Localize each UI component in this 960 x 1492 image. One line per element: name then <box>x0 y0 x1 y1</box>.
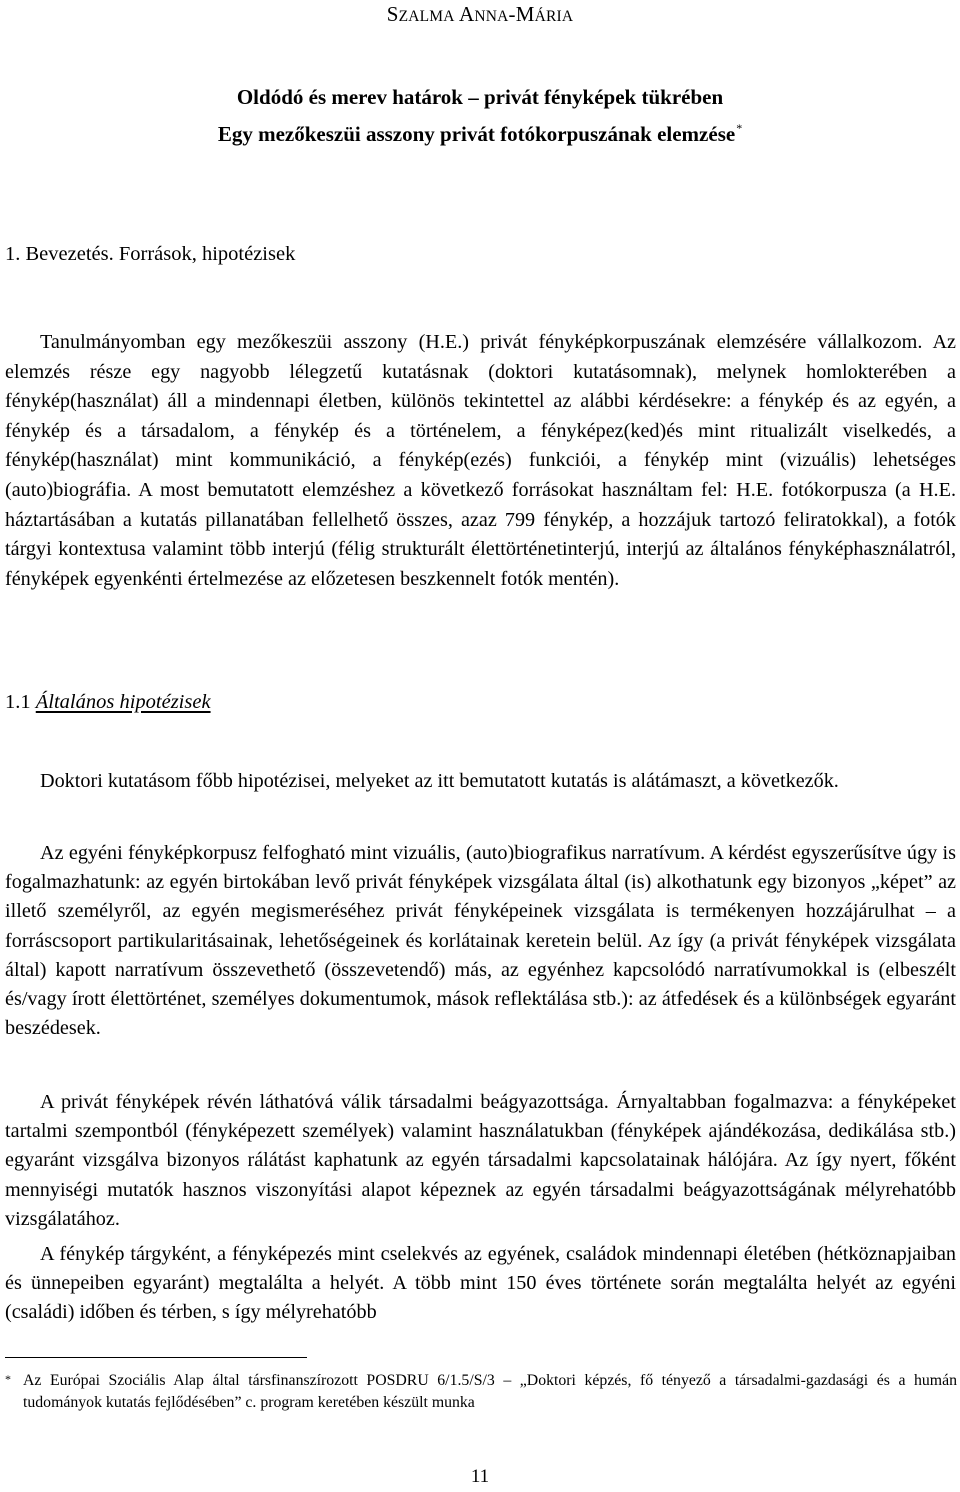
article-subtitle <box>0 121 960 147</box>
section-heading-1-1 <box>5 691 211 714</box>
footnote-marker: * <box>5 1372 11 1386</box>
footnote <box>5 1370 957 1414</box>
paragraph-photo-as-object: A fénykép tárgyként, a fényképezés mint cselekvés az egyének, családok mindennapi életében (hétköznapjaiban és ünnepeiben egyaránt) megtalálta a helyét. A több mint 150 éves története során megtalálta helyét az egyéni (családi) időben és térben, s így mélyrehatóbb <box>5 1243 956 1324</box>
paragraph-social-embeddedness: A privát fényképek révén láthatóvá válik társadalmi beágyazottsága. Árnyaltabban fogalmazva: a fényképeket tartalmi szempontból (fényképezett személyek) valamint használatukban (fényképek ajándékozása, dedikálása stb.) egyaránt vizsgálva bizonyos rálátást kaphatunk az egyén társadalmi kapcsolatainak hálójára. Az így nyert, főként mennyiségi mutatók hasznos viszonyítási alapot képeznek az egyén társadalmi beágyazottságának mélyrehatóbb vizsgálatához. <box>5 1091 956 1230</box>
section-heading-1: 1. Bevezetés. Források, hipotézisek <box>5 243 296 265</box>
author-initial-m: -M <box>508 2 535 26</box>
article-title: Oldódó és merev határok – privát fényképek tükrében <box>236 85 724 109</box>
running-header-author <box>0 2 960 27</box>
author-initial-a: A <box>454 2 475 26</box>
paragraph-hypotheses-intro: Doktori kutatásom főbb hipotézisei, melyeket az itt bemutatott kutatás is alátámaszt, a következők. <box>40 770 839 792</box>
section-1-1-number: 1.1 <box>5 691 36 713</box>
title-footnote-marker: * <box>736 121 743 135</box>
author-smallcaps-2: NNA <box>474 8 509 25</box>
section-1-1-title: Általános hipotézisek <box>35 691 211 713</box>
page-number: 11 <box>470 1466 490 1487</box>
footnote-text: Az Európai Szociális Alap által társfinanszírozott POSDRU 6/1.5/S/3 – „Doktori képzés, fő tényező a társadalmi-gazdasági és a humán tudományok kutatás fejlődésében” c. program keretében készült munka <box>23 1372 957 1411</box>
author-initial-s: S <box>386 2 399 26</box>
author-smallcaps-1: ZALMA <box>398 8 455 25</box>
author-smallcaps-3: ÁRIA <box>534 8 574 25</box>
article-subtitle-text: Egy mezőkeszüi asszony privát fotókorpuszának elemzése <box>217 122 736 146</box>
paragraph-narrative-hypothesis: Az egyéni fényképkorpusz felfogható mint vizuális, (auto)biografikus narratívum. A kérdést egyszerűsítve úgy is fogalmazhatunk: az egyén birtokában levő privát fényképek vizsgálata által (is) alkothatunk egy bizonyos „képet” az illető személyről, az egyén megismeréséhez privát fényképeinek vizsgálata is termékenyen hozzájárulhat – a forráscsoport partikularitásainak, lehetőségeinek és korlátainak keretein belül. Az így (a privát fényképek vizsgálata által) kapott narratívum összevethető (összevetendő) más, az egyénhez kapcsolódó narratívumokkal is (elbeszélt és/vagy írott élettörténet, személyes dokumentumok, mások reflektálása stb.): az átfedések és a különbségek egyaránt beszédesek. <box>5 842 956 1040</box>
section-1-paragraph: Tanulmányomban egy mezőkeszüi asszony (H.E.) privát fényképkorpuszának elemzésére vállalkozom. Az elemzés része egy nagyobb lélegzetű kutatásnak (doktori kutatásomnak), melynek homlokterében a fénykép(használat) áll a mindennapi életben, különös tekintettel az alábbi kérdésekre: a fénykép és az egyén, a fénykép és a társadalom, a fénykép és a történelem, a fényképez(ked)és mint ritualizált viselkedés, a fénykép(használat) mint kommunikáció, a fénykép(ezés) funkciói, a fénykép mint (vizuális) lehetséges (auto)biográfia. A most bemutatott elemzéshez a következő forrásokat használtam fel: H.E. fotókorpusza (a H.E. háztartásában a kutatás pillanatában fellelhető összes, azaz 799 fénykép, a hozzájuk tartozó feliratokkal), a fotók tárgyi kontextusa valamint több interjú (félig strukturált élettörténetinterjú, interjú az általános fényképhasználatról, fényképek egyenkénti értelmezése az előzetesen beszkennelt fotók mentén). <box>5 331 956 590</box>
footnote-separator <box>5 1357 307 1358</box>
